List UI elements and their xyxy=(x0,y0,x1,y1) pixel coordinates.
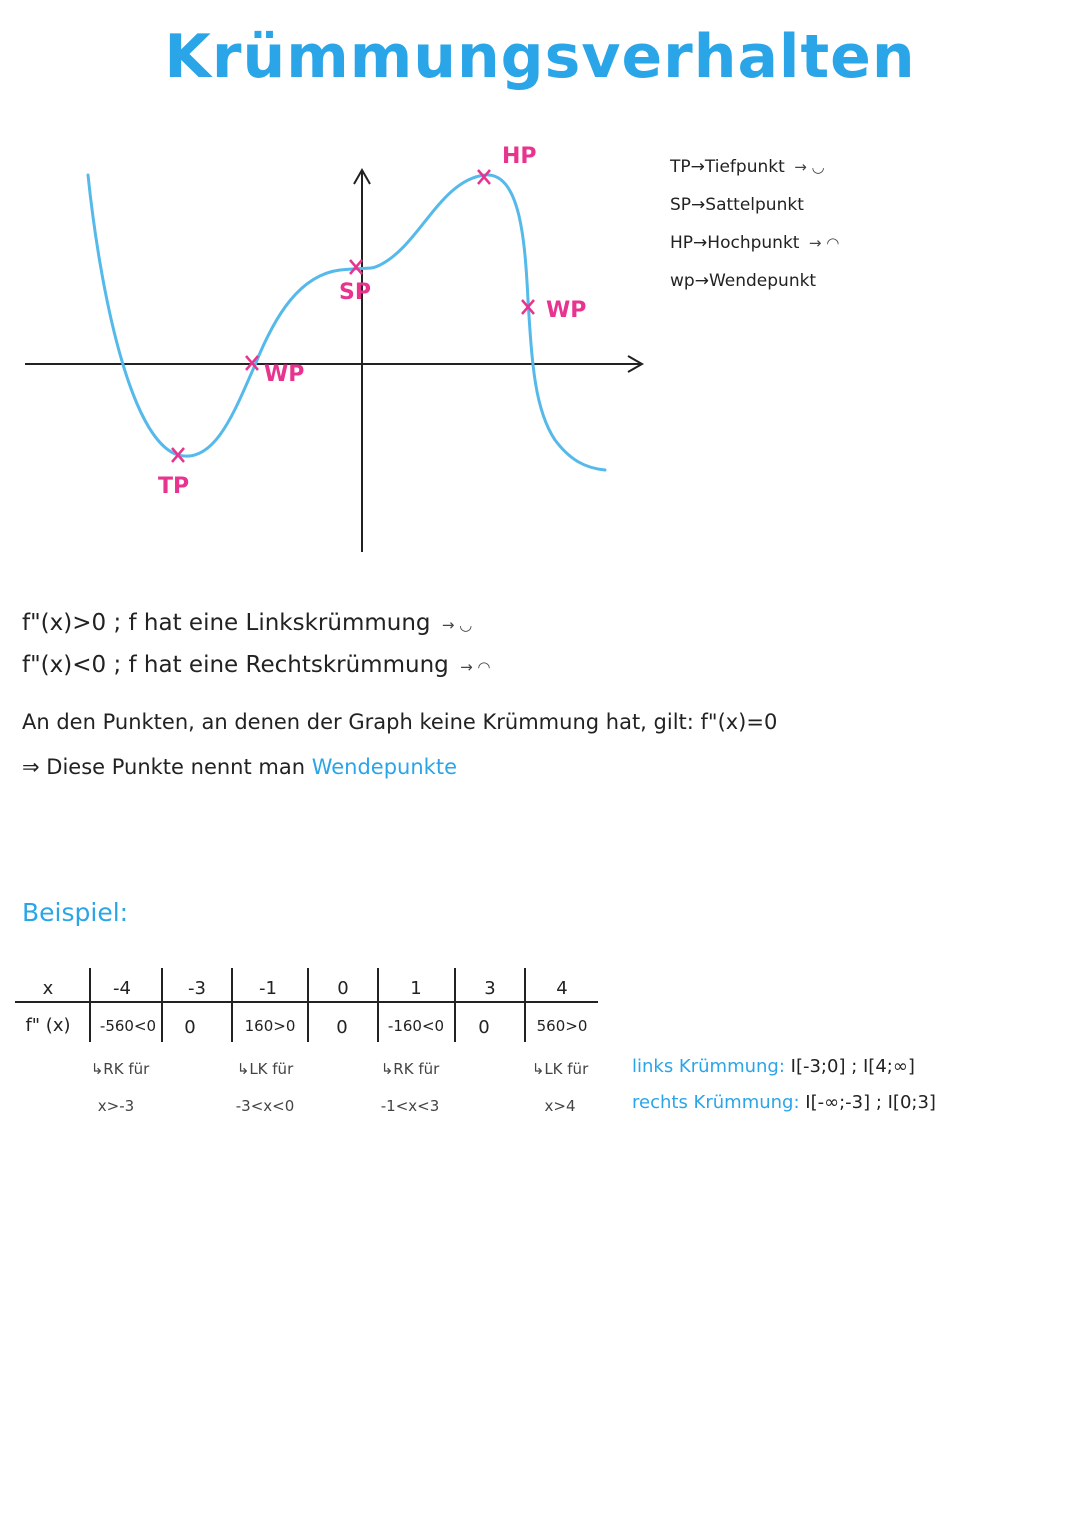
table-f2-cell: 0 xyxy=(336,1017,348,1038)
happy-face-icon: → ◡ xyxy=(441,616,473,634)
table-f2-cell: -160<0 xyxy=(387,1017,445,1035)
table-f2-cell: 160>0 xyxy=(244,1017,296,1035)
table-x-cell: 4 xyxy=(556,978,568,999)
table-x-cell: 0 xyxy=(337,978,349,999)
sad-face-icon: → ◠ xyxy=(460,658,491,676)
table-f2-cell: 0 xyxy=(184,1017,196,1038)
sad-face-icon: → ◠ xyxy=(808,234,840,252)
legend-item: SP→Sattelpunkt xyxy=(670,195,804,215)
table-f2-cell: 560>0 xyxy=(536,1017,588,1035)
table-x-cell: -1 xyxy=(259,978,277,999)
page-title: Krümmungsverhalten xyxy=(164,22,916,92)
table-note-label: ↳RK für xyxy=(90,1060,150,1078)
conclusion: ⇒ Diese Punkte nennt man Wendepunkte xyxy=(22,755,457,779)
table-header-f2: f" (x) xyxy=(25,1015,71,1036)
left-curvature-intervals: links Krümmung: I[-3;0] ; I[4;∞] xyxy=(632,1056,915,1077)
table-note-label: ↳RK für xyxy=(380,1060,440,1078)
point-label-wp-right: WP xyxy=(546,298,587,323)
point-label-tp: TP xyxy=(158,474,190,499)
point-markers xyxy=(172,170,534,462)
table-note-range: -3<x<0 xyxy=(235,1097,295,1115)
legend-item: HP→Hochpunkt → ◠ xyxy=(670,224,839,262)
table-header-x: x xyxy=(42,978,54,999)
table-note-range: -1<x<3 xyxy=(380,1097,440,1115)
table-note-label: ↳LK für xyxy=(531,1060,589,1078)
table-x-cell: -4 xyxy=(113,978,131,999)
rule-left-curvature: f"(x)>0 ; f hat eine Linkskrümmung → ◡ xyxy=(22,610,473,636)
right-curvature-intervals: rechts Krümmung: I[-∞;-3] ; I[0;3] xyxy=(632,1092,936,1113)
point-label-wp-left: WP xyxy=(264,362,305,387)
inflection-statement: An den Punkten, an denen der Graph keine Krümmung hat, gilt: f"(x)=0 xyxy=(22,710,778,734)
example-title: Beispiel: xyxy=(22,898,129,927)
point-label-hp: HP xyxy=(502,144,537,169)
table-x-cell: -3 xyxy=(188,978,206,999)
table-note-label: ↳LK für xyxy=(236,1060,294,1078)
legend xyxy=(670,148,839,300)
table-f2-cell: 0 xyxy=(478,1017,490,1038)
table-x-cell: 1 xyxy=(410,978,422,999)
happy-face-icon: → ◡ xyxy=(794,158,825,176)
sp-marker xyxy=(350,260,362,274)
point-label-sp: SP xyxy=(339,280,371,305)
table-note-range: x>-3 xyxy=(97,1097,135,1115)
rule-right-curvature: f"(x)<0 ; f hat eine Rechtskrümmung → ◠ xyxy=(22,652,491,678)
function-graph xyxy=(0,120,660,560)
function-curve xyxy=(88,175,605,470)
legend-item: TP→Tiefpunkt → ◡ xyxy=(670,148,839,186)
table-note-range: x>4 xyxy=(544,1097,576,1115)
highlight-term: Wendepunkte xyxy=(311,755,457,779)
legend-item: wp→Wendepunkt xyxy=(670,271,817,291)
table-x-cell: 3 xyxy=(484,978,496,999)
table-f2-cell: -560<0 xyxy=(99,1017,157,1035)
